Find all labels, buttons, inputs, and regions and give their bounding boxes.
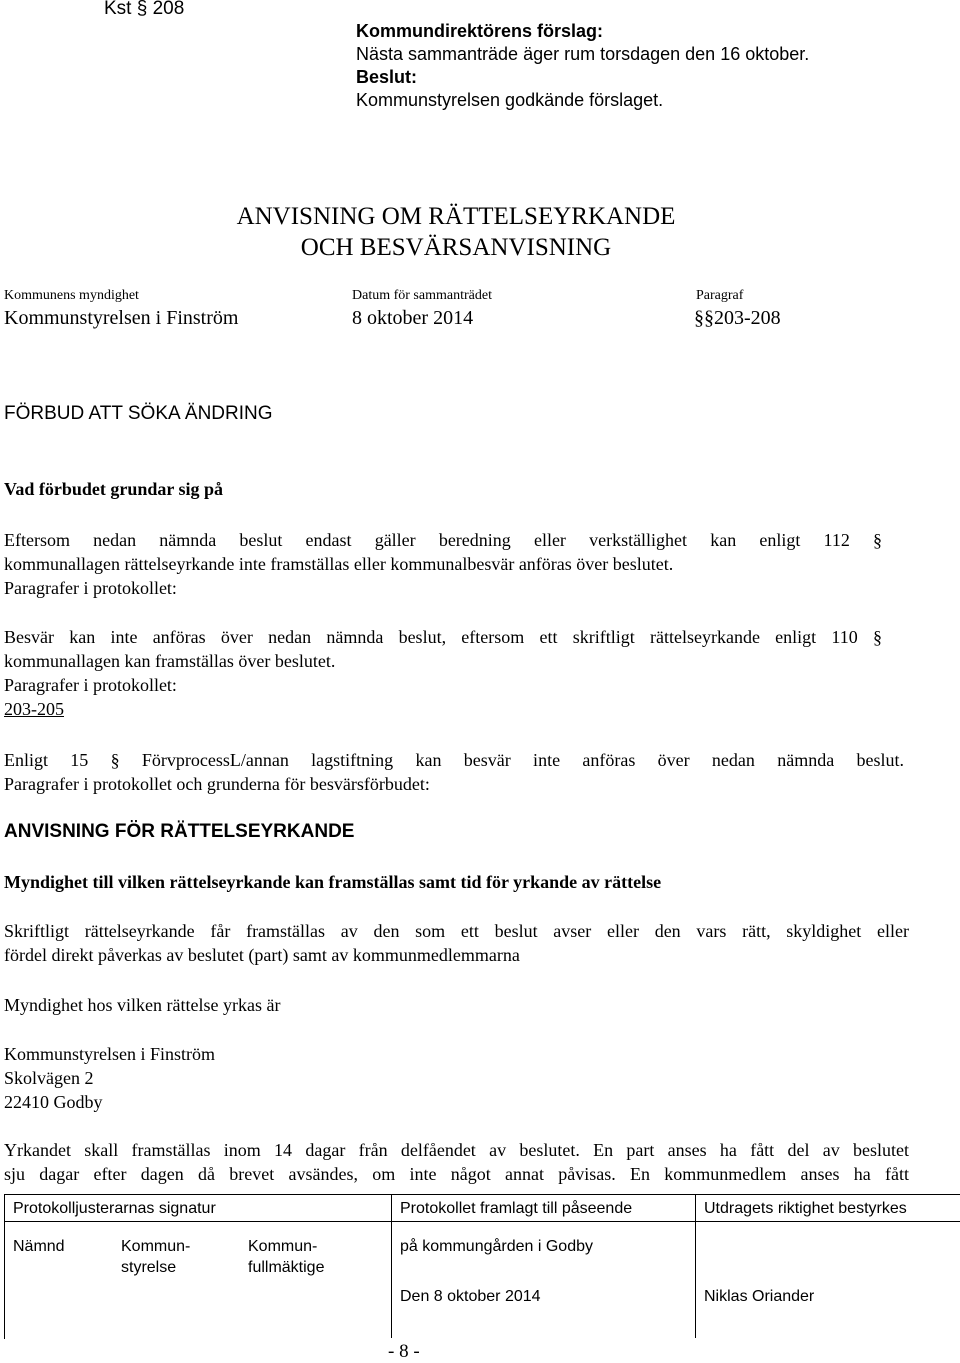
paragraph-preparation — [4, 528, 882, 600]
p1-line3: Paragrafer i protokollet: — [4, 578, 177, 598]
paragraph-range: 203-205 — [4, 699, 64, 719]
paragraph-label: Paragraf — [696, 288, 744, 303]
address-line1: Kommunstyrelsen i Finström — [4, 1044, 215, 1064]
authority-label: Kommunens myndighet — [4, 288, 139, 303]
address-line2: Skolvägen 2 — [4, 1068, 94, 1088]
paragraph-who-may-request — [4, 919, 909, 967]
signature-header: Protokolljusterarnas signatur — [13, 1200, 216, 1217]
p2-line1: Besvär kan inte anföras över nedan nämnda beslut, eftersom ett skriftligt rättelseyrkande enligt 110 § — [4, 627, 882, 647]
posted-location: på kommungården i Godby — [400, 1238, 593, 1255]
board-label: Nämnd — [13, 1238, 65, 1255]
meeting-date-value: 8 oktober 2014 — [352, 307, 474, 329]
proposal-label: Kommundirektörens förslag: — [356, 21, 604, 41]
paragraph-authority-intro — [4, 993, 882, 1017]
p5-line: Myndighet hos vilken rättelse yrkas är — [4, 995, 281, 1015]
p4-line2: fördel direkt påverkas av beslutet (part) samt av kommunmedlemmarna — [4, 945, 520, 965]
table-divider — [695, 1194, 696, 1338]
p1-line1: Eftersom nedan nämnda beslut endast gäller beredning eller verkställighet kan enligt 112 § — [4, 530, 882, 550]
page-number: - 8 - — [388, 1341, 420, 1362]
paragraph-procedure-law — [4, 748, 904, 796]
decision-text: Kommunstyrelsen godkände förslaget. — [356, 90, 664, 110]
authority-subheading: Myndighet till vilken rättelseyrkande kan framställas samt tid för yrkande av rättelse — [4, 872, 662, 892]
address-line3: 22410 Godby — [4, 1092, 103, 1112]
document-title-line2: OCH BESVÄRSANVISNING — [300, 234, 612, 261]
decision-label: Beslut: — [356, 67, 418, 87]
posted-date: Den 8 oktober 2014 — [400, 1288, 541, 1305]
certified-header: Utdragets riktighet bestyrkes — [704, 1200, 907, 1217]
proposal-text: Nästa sammanträde äger rum torsdagen den 16 oktober. — [356, 44, 810, 64]
p3-line2: Paragrafer i protokollet och grunderna för besvärsförbudet: — [4, 774, 430, 794]
director-proposal-block — [356, 20, 809, 112]
certifier-name: Niklas Oriander — [704, 1288, 815, 1305]
municipal-council-line2: fullmäktige — [248, 1259, 325, 1276]
municipal-board-label — [121, 1236, 190, 1278]
p4-line1: Skriftligt rättelseyrkande får framställas av den som ett beslut avser eller den vars rätt, skyldighet eller — [4, 921, 909, 941]
p6-line2: sju dagar efter dagen då brevet avsändes, om inte något annat påvisas. En kommunmedlem anses ha fått — [4, 1164, 909, 1184]
table-divider — [391, 1194, 392, 1338]
authority-value: Kommunstyrelsen i Finström — [4, 307, 239, 329]
municipal-board-line2: styrelse — [121, 1259, 177, 1276]
table-divider — [4, 1221, 960, 1222]
appeal-ban-heading: FÖRBUD ATT SÖKA ÄNDRING — [4, 403, 273, 424]
rectification-heading: ANVISNING FÖR RÄTTELSEYRKANDE — [4, 821, 355, 842]
p2-line2: kommunallagen kan framställas över beslutet. — [4, 651, 336, 671]
municipal-council-line1: Kommun- — [248, 1238, 318, 1255]
p3-line1: Enligt 15 § FörvprocessL/annan lagstiftning kan besvär inte anföras över nedan nämnda beslut. — [4, 750, 904, 770]
paragraph-no-appeal — [4, 625, 882, 721]
p1-line2: kommunallagen rättelseyrkande inte framställas eller kommunalbesvär anföras över beslutet. — [4, 554, 674, 574]
paragraph-deadline — [4, 1138, 909, 1186]
municipal-board-line1: Kommun- — [121, 1238, 191, 1255]
document-title-line1: ANVISNING OM RÄTTELSEYRKANDE — [236, 203, 676, 230]
posted-header: Protokollet framlagt till påseende — [400, 1200, 633, 1217]
paragraph-value: §§203-208 — [694, 307, 781, 329]
authority-address — [4, 1042, 882, 1114]
meeting-date-label: Datum för sammanträdet — [352, 288, 492, 303]
p2-line3: Paragrafer i protokollet: — [4, 675, 177, 695]
municipal-council-label — [248, 1236, 324, 1278]
ban-basis-heading: Vad förbudet grundar sig på — [4, 479, 224, 499]
section-number: Kst § 208 — [104, 0, 185, 19]
p6-line1: Yrkandet skall framställas inom 14 dagar från delfåendet av beslutet. En part anses ha fått del av beslutet — [4, 1140, 909, 1160]
